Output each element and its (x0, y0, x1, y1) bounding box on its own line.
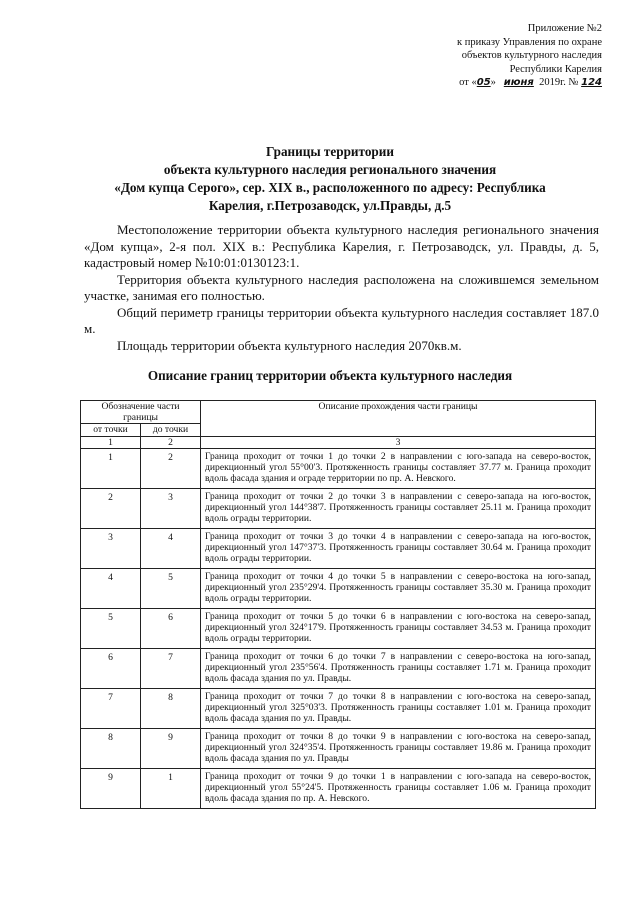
from-point-cell: 8 (81, 728, 141, 768)
table-row (81, 528, 596, 568)
from-point-cell: 6 (81, 648, 141, 688)
paragraph-perimeter: Общий периметр границы территории объекта культурного наследия составляет 187.0 м. (84, 304, 599, 336)
header-from-cell: от точки (81, 424, 141, 436)
from-point-cell: 3 (81, 528, 141, 568)
table-row (81, 488, 596, 528)
paragraph-territory: Территория объекта культурного наследия расположена на сложившемся земельном участке, занимая его полностью. (84, 271, 599, 303)
header-group-cell: Обозначение части границы (81, 401, 201, 424)
paragraph-area: Площадь территории объекта культурного наследия 2070кв.м. (117, 337, 462, 353)
index-cell: 3 (201, 436, 596, 448)
description-cell: Граница проходит от точки 4 до точки 5 в направлении с северо-востока на юго-запад, дирекционный угол 235°29'4. Протяженность границы составляет 35.30 м. Граница проходит вдоль ограды территории. (201, 568, 596, 608)
to-point-cell: 5 (141, 568, 201, 608)
header-description-cell: Описание прохождения части границы (201, 401, 596, 437)
table-index-row (81, 436, 596, 448)
from-point-cell: 2 (81, 488, 141, 528)
description-cell: Граница проходит от точки 2 до точки 3 в направлении с северо-запада на юго-восток, дирекционный угол 144°38'7. Протяженность границы составляет 25.11 м. Граница проходит вдоль ограды территории. (201, 488, 596, 528)
boundary-table (80, 400, 596, 809)
index-cell: 2 (141, 436, 201, 448)
description-cell: Граница проходит от точки 7 до точки 8 в направлении с юго-востока на северо-запад, дирекционный угол 325°03'3. Протяженность границы составляет 1.01 м. Граница проходит вдоль фасада здания по ул. Правды. (201, 688, 596, 728)
date-sep: » (490, 77, 496, 88)
table-row (81, 568, 596, 608)
header-to-cell: до точки (141, 424, 201, 436)
title-line: «Дом купца Серого», сер. XIX в., расположенного по адресу: Республика (114, 180, 546, 195)
description-cell: Граница проходит от точки 8 до точки 9 в направлении с юго-востока на северо-запад, дирекционный угол 324°35'4. Протяженность границы составляет 19.86 м. Граница проходит вдоль фасада здания по ул. Правды (201, 728, 596, 768)
appendix-header (457, 22, 602, 90)
date-month-handwritten: июня (503, 77, 534, 88)
description-cell: Граница проходит от точки 9 до точки 1 в направлении с юго-запада на северо-восток, дирекционный угол 55°24'5. Протяженность границы составляет 1.06 м. Граница проходит вдоль фасада здания по пр. А. Невского. (201, 768, 596, 808)
from-point-cell: 4 (81, 568, 141, 608)
appendix-line: Республики Карелия (509, 63, 602, 75)
date-day-handwritten: 05 (476, 77, 491, 88)
from-point-cell: 7 (81, 688, 141, 728)
section-title: Описание границ территории объекта культурного наследия (147, 368, 513, 383)
paragraph-location: Местоположение территории объекта культурного наследия регионального значения «Дом купца», 2-я пол. XIX в.: Республика Карелия, г. Петрозаводск, ул. Правды, д. 5, кадастровый номер №10:01:0130123:1. (84, 222, 599, 270)
appendix-line: Приложение №2 (527, 23, 602, 34)
from-point-cell: 5 (81, 608, 141, 648)
to-point-cell: 2 (141, 448, 201, 488)
to-point-cell: 3 (141, 488, 201, 528)
document-body (84, 222, 599, 354)
appendix-line: к приказу Управления по охране (457, 36, 602, 48)
title-line: Границы территории (266, 144, 394, 159)
to-point-cell: 1 (141, 768, 201, 808)
description-cell: Граница проходит от точки 5 до точки 6 в направлении с юго-востока на северо-запад, дирекционный угол 324°17'9. Протяженность границы составляет 34.53 м. Граница проходит вдоль ограды территории. (201, 608, 596, 648)
table-row (81, 648, 596, 688)
table-row (81, 448, 596, 488)
order-number-handwritten: 124 (581, 77, 602, 88)
to-point-cell: 4 (141, 528, 201, 568)
to-point-cell: 6 (141, 608, 201, 648)
to-point-cell: 9 (141, 728, 201, 768)
table-row (81, 688, 596, 728)
description-cell: Граница проходит от точки 6 до точки 7 в направлении с северо-востока на юго-запад, дирекционный угол 235°56'4. Протяженность границы составляет 1.71 м. Граница проходит вдоль фасада здания по ул. Правды. (201, 648, 596, 688)
document-title (60, 143, 600, 215)
table-row (81, 728, 596, 768)
title-line: Карелия, г.Петрозаводск, ул.Правды, д.5 (208, 198, 452, 213)
from-point-cell: 9 (81, 768, 141, 808)
to-point-cell: 7 (141, 648, 201, 688)
from-point-cell: 1 (81, 448, 141, 488)
date-prefix: от « (459, 77, 477, 88)
date-year: 2019г. № (539, 77, 579, 88)
description-cell: Граница проходит от точки 3 до точки 4 в направлении с северо-запада на юго-восток, дирекционный угол 147°37'3. Протяженность границы составляет 30.64 м. Граница проходит вдоль ограды территории. (201, 528, 596, 568)
appendix-line: объектов культурного наследия (461, 50, 602, 61)
table-header-row (81, 401, 596, 424)
to-point-cell: 8 (141, 688, 201, 728)
description-cell: Граница проходит от точки 1 до точки 2 в направлении с юго-запада на северо-восток, дирекционный угол 55°00'3. Протяженность границы составляет 37.77 м. Граница проходит вдоль фасада здания и ограде территории по пр. А. Невского. (201, 448, 596, 488)
table-row (81, 608, 596, 648)
table-row (81, 768, 596, 808)
index-cell: 1 (81, 436, 141, 448)
order-date-line (457, 76, 602, 90)
title-line: объекта культурного наследия регионального значения (163, 162, 497, 177)
